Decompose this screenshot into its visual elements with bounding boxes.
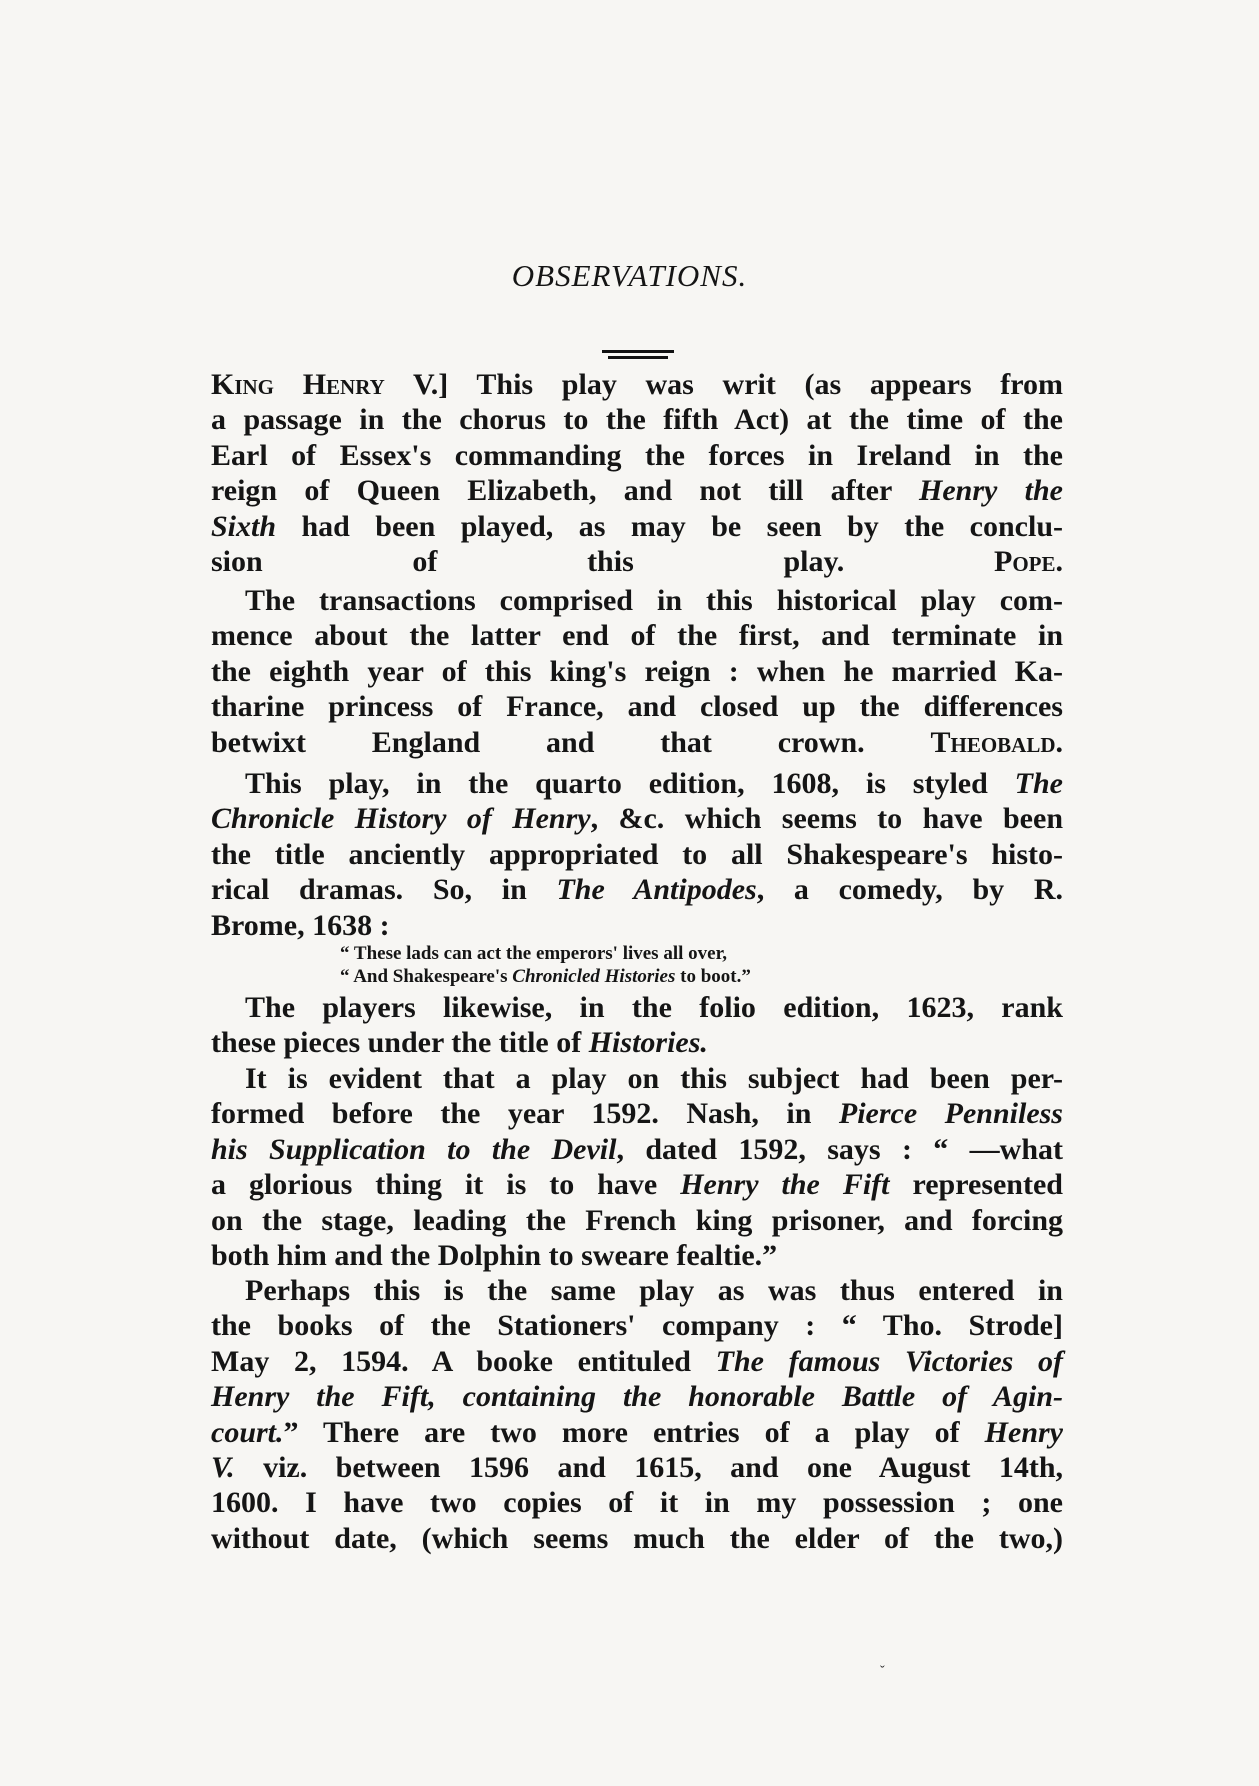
paragraph-theobald [211,583,1063,760]
text-line: King Henry V.] This play was writ (as appears from [211,368,1064,401]
text-line: Sixth had been played, as may be seen by the conclu- [211,509,1063,543]
catch-mark: ˇ [880,1664,885,1679]
text-line: on the stage, leading the French king prisoner, and forcing [211,1203,1063,1237]
signature-pope: Pope. [994,544,1064,578]
text-line: rical dramas. So, in The Antipodes, a comedy, by R. [211,873,1063,907]
text-line: reign of Queen Elizabeth, and not till after Henry the [211,474,1063,508]
text-line: The players likewise, in the folio edition, 1623, rank [245,991,1063,1024]
text-line: mence about the latter end of the first, and terminate in [211,619,1063,653]
text-line: Chronicle History of Henry, &c. which seems to have been [211,802,1063,836]
text-line: a glorious thing it is to have Henry the Fift represented [211,1168,1063,1202]
text-line: court.” There are two more entries of a play of Henry [211,1415,1063,1449]
text-line: 1600. I have two copies of it in my possession ; one [211,1486,1063,1520]
quote-line: “ These lads can act the emperors' lives all over, [340,943,728,964]
paragraph-quarto [211,766,1063,943]
heading-rule [602,350,674,361]
signature-theobald: Theobald. [930,725,1063,759]
text-line: both him and the Dolphin to sweare fealtie.” [211,1238,778,1272]
text-line: these pieces under the title of Histories. [211,1026,708,1060]
text-line: the title anciently appropriated to all Shakespeare's histo- [211,837,1063,871]
text-line: betwixt England and that crown. Theobald. [211,725,1063,759]
text-line: formed before the year 1592. Nash, in Pierce Penniless [211,1097,1063,1131]
quote-line: “ And Shakespeare's Chronicled Histories to boot.” [340,966,751,987]
text-line: V. viz. between 1596 and 1615, and one August 14th, [211,1450,1063,1484]
text-line: Henry the Fift, containing the honorable Battle of Agin- [211,1380,1063,1414]
text-line: The transactions comprised in this historical play com- [245,584,1063,617]
text-line: Perhaps this is the same play as was thus entered in [245,1274,1063,1307]
text-line: a passage in the chorus to the fifth Act) at the time of the [211,403,1063,437]
text-line: his Supplication to the Devil, dated 1592, says : “ —what [211,1132,1063,1166]
text-line: May 2, 1594. A booke entituled The famous Victories of [211,1344,1063,1378]
text-line: tharine princess of France, and closed up the differences [211,690,1063,724]
text-line: without date, (which seems much the elder of the two,) [211,1521,1063,1555]
block-quote [340,942,900,988]
paragraph-stationers [211,1273,1063,1556]
paragraph-pope [211,367,1063,579]
text-line: Earl of Essex's commanding the forces in Ireland in the [211,438,1063,472]
paragraph-folio [211,990,1063,1061]
text-line: It is evident that a play on this subject had been per- [245,1062,1063,1095]
rule-bar [608,356,668,359]
paragraph-nash [211,1061,1063,1273]
text-line: sion of this play. Pope. [211,544,1064,578]
text-line: the eighth year of this king's reign : when he married Ka- [211,654,1063,688]
rule-bar [602,350,674,353]
page-heading: OBSERVATIONS. [511,258,748,293]
text-line: the books of the Stationers' company : “ Tho. Strode] [211,1309,1063,1343]
text-line: This play, in the quarto edition, 1608, is styled The [245,767,1063,800]
text-line: Brome, 1638 : [211,908,390,942]
